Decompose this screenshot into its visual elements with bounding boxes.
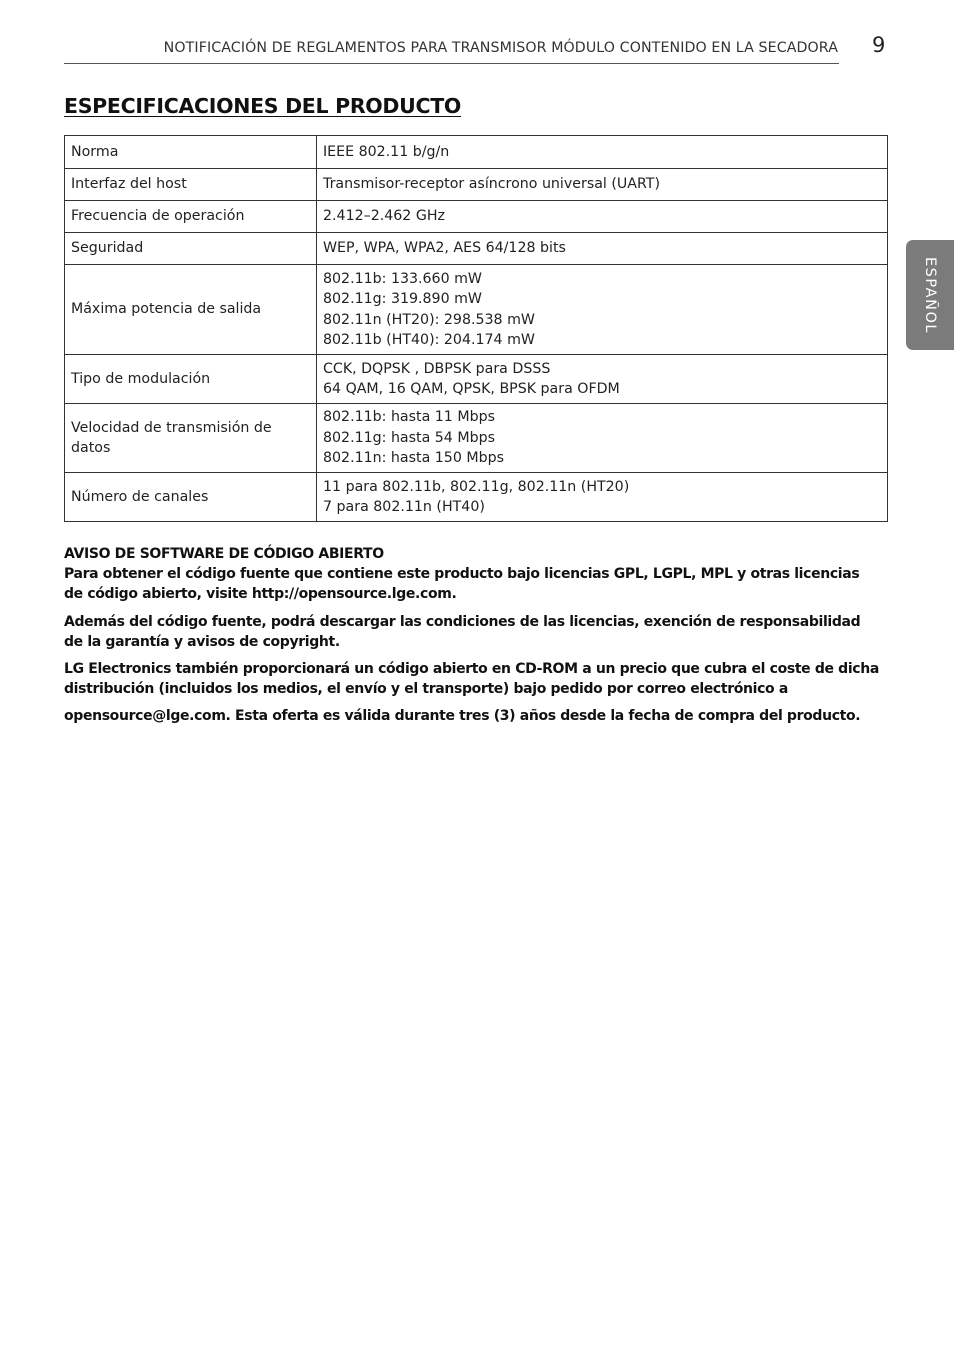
- language-tab-label: ESPAÑOL: [922, 256, 938, 334]
- spec-label: Velocidad de transmisión de datos: [65, 404, 317, 473]
- spec-value: [317, 169, 888, 201]
- spec-value-line: CCK, DQPSK , DBPSK para DSSS: [323, 360, 551, 377]
- spec-value: [317, 265, 888, 355]
- spec-value: [317, 201, 888, 233]
- spec-value-line: Transmisor-receptor asíncrono universal (UART): [323, 176, 661, 193]
- spec-value-line: 11 para 802.11b, 802.11g, 802.11n (HT20): [323, 478, 630, 495]
- notice-paragraph: LG Electronics también proporcionará un código abierto en CD-ROM a un precio que cubra el coste de dicha distribución (incluidos los medios, el envío y el transporte) bajo pedido por correo electrónico a: [64, 661, 879, 698]
- spec-value: [317, 473, 888, 522]
- table-row: [65, 265, 888, 355]
- spec-value-line: 2.412–2.462 GHz: [323, 208, 445, 225]
- spec-value-line: 802.11b (HT40): 204.174 mW: [323, 331, 535, 348]
- table-row: [65, 233, 888, 265]
- notice-paragraph: Además del código fuente, podrá descargar las condiciones de las licencias, exención de responsabilidad de la garantía y avisos de copyright.: [64, 613, 861, 650]
- spec-value-line: 802.11g: 319.890 mW: [323, 291, 482, 308]
- spec-label: Interfaz del host: [65, 169, 317, 201]
- spec-label: Norma: [65, 136, 317, 169]
- notice-paragraph: opensource@lge.com. Esta oferta es válida durante tres (3) años desde la fecha de compra del producto.: [64, 708, 861, 725]
- spec-value-line: IEEE 802.11 b/g/n: [323, 143, 450, 160]
- spec-value-line: 802.11b: hasta 11 Mbps: [323, 409, 495, 426]
- spec-label: Frecuencia de operación: [65, 201, 317, 233]
- spec-value-line: 802.11n (HT20): 298.538 mW: [323, 311, 535, 328]
- section-title: ESPECIFICACIONES DEL PRODUCTO: [64, 94, 462, 118]
- table-row: [65, 136, 888, 169]
- spec-value: [317, 233, 888, 265]
- notice-paragraph: Para obtener el código fuente que contiene este producto bajo licencias GPL, LGPL, MPL y otras licencias de código abierto, visite http://opensource.lge.com.: [64, 566, 860, 603]
- spec-value: [317, 355, 888, 404]
- open-source-notice: [64, 544, 882, 727]
- spec-label: Tipo de modulación: [65, 355, 317, 404]
- spec-label: Seguridad: [65, 233, 317, 265]
- spec-value-line: 802.11g: hasta 54 Mbps: [323, 429, 495, 446]
- notice-heading: AVISO DE SOFTWARE DE CÓDIGO ABIERTO: [64, 546, 384, 562]
- table-row: [65, 169, 888, 201]
- spec-value-line: WEP, WPA, WPA2, AES 64/128 bits: [323, 240, 566, 257]
- spec-label: Número de canales: [65, 473, 317, 522]
- spec-value: [317, 136, 888, 169]
- spec-value: [317, 404, 888, 473]
- spec-value-line: 802.11n: hasta 150 Mbps: [323, 450, 505, 467]
- spec-value-line: 64 QAM, 16 QAM, QPSK, BPSK para OFDM: [323, 381, 620, 397]
- specifications-table: [64, 135, 888, 522]
- spec-label: Máxima potencia de salida: [65, 265, 317, 355]
- page-number: 9: [872, 33, 886, 57]
- spec-value-line: 802.11b: 133.660 mW: [323, 270, 482, 287]
- language-tab: [906, 240, 954, 350]
- table-row: [65, 404, 888, 473]
- spec-value-line: 7 para 802.11n (HT40): [323, 499, 485, 515]
- header-title: NOTIFICACIÓN DE REGLAMENTOS PARA TRANSMISOR MÓDULO CONTENIDO EN LA SECADORA: [163, 40, 838, 56]
- table-row: [65, 473, 888, 522]
- page-header: [64, 36, 839, 64]
- table-row: [65, 201, 888, 233]
- table-row: [65, 355, 888, 404]
